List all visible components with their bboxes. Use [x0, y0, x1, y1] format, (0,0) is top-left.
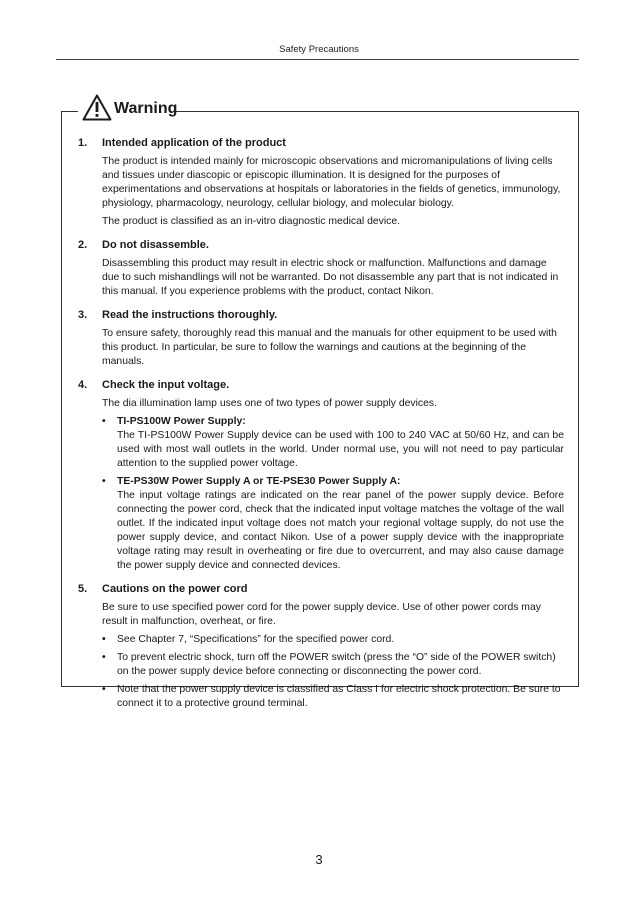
list-item — [102, 475, 564, 573]
bullet-text: To prevent electric shock, turn off the POWER switch (press the “O” side of the POWER switch) on the power supply device before connecting or disconnecting the power cord. — [117, 652, 556, 677]
section-intended-application — [78, 136, 564, 229]
list-item — [102, 683, 564, 711]
warning-box-top-border-left — [61, 111, 78, 112]
list-item — [102, 651, 564, 679]
section-check-input-voltage — [78, 378, 564, 573]
section-do-not-disassemble — [78, 238, 564, 299]
bullet-text: The input voltage ratings are indicated on the rear panel of the power supply device. Before connecting the power cord, check that the indicated input voltage matches the voltage of the wall outlet. If the indicated input voltage does not match your regional voltage supply, do not use the power supply device, and contact Nikon. Use of a power supply device with the inappropriate voltage rating may result in overheating or fire due to overcurrent, and may also cause damage the power supply device and connected devices. — [117, 490, 564, 571]
section-power-cord-cautions — [78, 582, 564, 711]
page-header-title: Safety Precautions — [279, 44, 359, 55]
list-item — [102, 415, 564, 471]
header-rule — [56, 59, 579, 60]
list-item — [102, 633, 564, 647]
paragraph: Be sure to use specified power cord for the power supply device. Use of other power cords may result in malfunction, overheat, or fire. — [102, 602, 541, 627]
section-number: 2. — [78, 239, 88, 251]
bullet-text: Note that the power supply device is classified as Class I for electric shock protection. Be sure to connect it to a protective ground terminal. — [117, 684, 561, 709]
section-number: 4. — [78, 379, 88, 391]
section-title: Check the input voltage. — [102, 379, 230, 391]
page-number: 3 — [315, 852, 323, 867]
paragraph: To ensure safety, thoroughly read this manual and the manuals for other equipment to be used with this product. In particular, be sure to follow the warnings and cautions at the beginning of the manuals. — [102, 328, 557, 367]
paragraph: The product is classified as an in-vitro diagnostic medical device. — [102, 216, 401, 227]
bullet-mark: • — [102, 476, 106, 487]
warning-box-top-border-right — [176, 111, 579, 112]
paragraph: The dia illumination lamp uses one of two types of power supply devices. — [102, 398, 437, 409]
bullet-text: The TI-PS100W Power Supply device can be used with 100 to 240 VAC at 50/60 Hz, and can be used with most wall outlets in the world. Under normal use, you will not need to pay particular attention to the supplied power voltage. — [117, 430, 564, 469]
section-read-instructions — [78, 308, 564, 369]
section-title: Cautions on the power cord — [102, 583, 248, 595]
bullet-text: See Chapter 7, “Specifications” for the specified power cord. — [117, 634, 395, 645]
bullet-title: TI-PS100W Power Supply: — [117, 416, 246, 427]
section-number: 5. — [78, 583, 88, 595]
section-number: 3. — [78, 309, 88, 321]
warning-content — [78, 136, 564, 720]
section-title: Do not disassemble. — [102, 239, 209, 251]
section-title: Intended application of the product — [102, 137, 286, 149]
bullet-mark: • — [102, 416, 106, 427]
bullet-title: TE-PS30W Power Supply A or TE-PSE30 Power Supply A: — [117, 476, 401, 487]
warning-title: Warning — [114, 100, 178, 117]
bullet-mark: • — [102, 684, 106, 695]
warning-triangle-icon — [82, 94, 112, 121]
paragraph: Disassembling this product may result in electric shock or malfunction. Malfunctions and damage due to such mishandlings will not be warranted. Do not disassemble any part that is not indicated in this manual. If you experience problems with the product, contact Nikon. — [102, 258, 559, 297]
section-title: Read the instructions thoroughly. — [102, 309, 278, 321]
section-number: 1. — [78, 137, 88, 149]
bullet-mark: • — [102, 652, 106, 663]
bullet-mark: • — [102, 634, 106, 645]
paragraph: The product is intended mainly for microscopic observations and micromanipulations of living cells and tissues under diascopic or episcopic illumination. It is designed for the purposes of experimentations and observations at hospitals or laboratories in the fields of genetics, immunology, physiology, pharmacology, neurology, cellular biology, and molecular biology. — [102, 156, 561, 209]
